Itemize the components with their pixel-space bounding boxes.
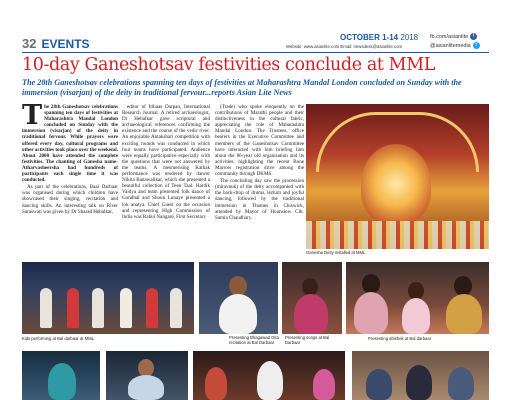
boy-head — [229, 276, 247, 296]
paragraph: (Trade) who spoke eloquently on the contributions of Marathi people and their distinctiveness in the cultural fabric, appreciating the role of Maharashtra Mandal London. The Trustees, office bearers in the Executive Committee and members of the Ganeshotsav Committee have interacted with him briefing him about the 86-year old organisation and its activities, highlighting the recent Bone Marrow registration drive among the community through DKMS. — [215, 104, 304, 178]
article-standfirst: The 28th Ganeshotsav celebrations spanning ten days of festivities at Maharashtra Mandal London concluded on Sunday with the immersion (visarjan) of the deity in traditional fervour...reports Asian Lite News — [22, 78, 462, 97]
dancer — [170, 288, 182, 328]
participant — [257, 361, 283, 400]
abishek-photo — [346, 262, 489, 334]
issue-year: 2018 — [400, 33, 419, 42]
guest — [448, 367, 474, 400]
article-column-2 — [122, 104, 210, 221]
dancer — [146, 288, 158, 328]
deity-caption: Ganesha Deity installed at MML — [306, 250, 366, 255]
website-line: Website: www.asianlite.com Email: newsdesk@asianlite.com — [286, 44, 403, 49]
lead-paragraph — [22, 100, 118, 184]
person-body — [446, 294, 482, 334]
page-number: 32 — [22, 36, 37, 51]
issue-date-text: OCTOBER 1-14 — [340, 33, 399, 42]
abishek-caption: Presenting abishek at Bal darbaar — [368, 336, 432, 341]
kathak-dance-photo — [22, 351, 100, 400]
deity-figure — [361, 144, 431, 224]
gita-recitation-photo — [199, 262, 278, 334]
dancer — [48, 363, 76, 400]
kids-caption: Kids performing at Bal darbaar at MML — [22, 336, 94, 341]
twitter-icon: t — [473, 42, 480, 49]
issue-date — [340, 33, 418, 42]
section-name: EVENTS — [41, 37, 90, 51]
participant — [205, 367, 227, 400]
dancer — [92, 288, 104, 328]
boy-body — [219, 294, 257, 334]
lead-text: he 28th Ganeshotsav celebrations spanning ten days of festivities at Maharashtra Mandal London concluded on Sunday with the immersion (visarjan) of the deity in traditional fervour. While prayers were offered every day, cultural programs and other activities took place over the weekend. About 2000 have attended the complete festivities. The chanting of Ganesha name-Atharvasheersha had hundreds of participants each single time it was conducted. — [22, 104, 118, 184]
songs-photo — [282, 262, 342, 334]
facebook-link[interactable] — [430, 33, 480, 42]
dancer — [120, 288, 132, 328]
gita-caption: Presenting Bhagawad Gita recitation at Bal Darbaar — [229, 335, 279, 345]
twitter-link[interactable] — [430, 42, 480, 51]
procession-photo — [193, 351, 345, 400]
person-head — [362, 274, 380, 294]
guest — [366, 369, 392, 400]
dancer — [40, 288, 52, 328]
participant — [313, 369, 335, 400]
facebook-icon: f — [470, 33, 477, 40]
header-rule — [22, 52, 489, 53]
kids-performing-photo — [22, 262, 194, 334]
social-links — [430, 33, 480, 51]
flower-decoration — [306, 221, 489, 249]
speaker-photo — [106, 351, 188, 400]
page-number-section — [22, 36, 90, 51]
speaker-body — [128, 375, 164, 400]
paragraph: The concluding day saw the procession (miravnuk) of the deity accompanied with the back-drop of drums, lezhim and joyful dancing, followed by the traditional immersion in Thames in Chiswick, attended by Mayor of Hounslow Cllr. Samia Chaudhary. — [215, 178, 304, 221]
page-header — [0, 0, 511, 51]
guests-photo — [352, 351, 489, 400]
article-headline: 10-day Ganeshotsav festivities conclude at MML — [22, 55, 435, 75]
guest — [406, 365, 432, 400]
twitter-handle: @asianlitemedia — [430, 43, 471, 49]
article-column-3 — [215, 104, 304, 222]
child-body — [402, 298, 430, 334]
person-head — [454, 276, 472, 296]
songs-caption: Presenting songs at Bal Darbaar — [285, 335, 330, 345]
dancer — [67, 288, 79, 328]
paragraph: editor of Itihaas Darpan, International Research Journal. A retired archaeologist, Dr Hebalkar gave scriptural and archaeological references confirming the existence and the course of the vedic river. An enjoyable Antakshari competition with exciting rounds was conducted in which four teams have participated. Audience were equally participative especially with the questions that were not answered by the teams. A mesmerising Kathak performance was rendered by dancer Nikita Banawalikar, which she presented a beautiful collection of Teen Taal. Hardik Vaidya and team presented folk dance of Gondhal and Shoun Lunaye presented a lok anatya. Chief Guest on the occasion and representing High Commission of India was Rahul Nangare, First Secretary — [122, 104, 210, 220]
person-body — [354, 292, 388, 334]
deity-photo — [306, 104, 489, 249]
girl-body — [294, 294, 328, 334]
paragraph: As part of the celebrations, Baal Darbaar was organised during which children have showcased their singing, recitation and dancing skills. An interesting talk on River Saraswati was given by Dr Sharad Hebalkar, — [22, 184, 118, 215]
article-column-1 — [22, 100, 118, 216]
facebook-handle: fb.com/asianlite — [430, 34, 469, 40]
drop-cap: T — [22, 100, 43, 131]
